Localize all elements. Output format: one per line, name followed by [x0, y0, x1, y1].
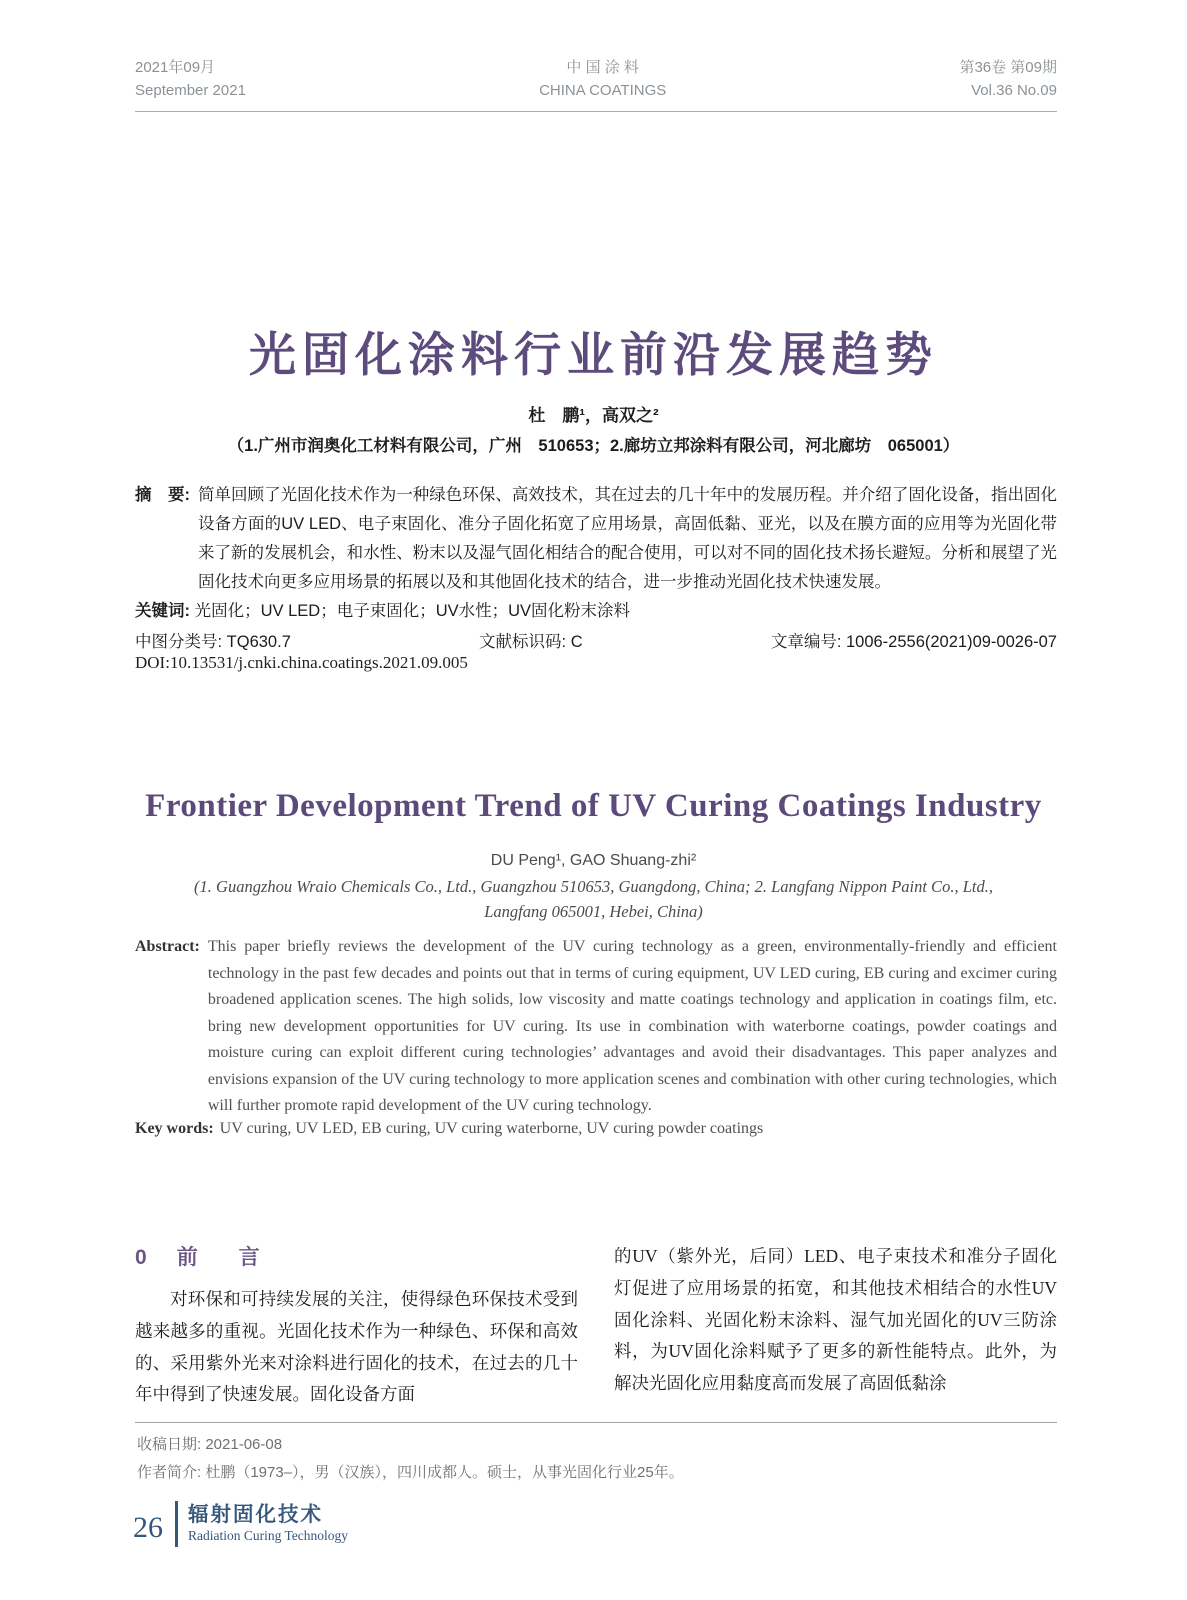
- footnote-divider: [135, 1422, 1057, 1423]
- article-title-en: Frontier Development Trend of UV Curing Coatings Industry: [145, 788, 1042, 824]
- header-issue: [959, 56, 1057, 102]
- footnotes: [137, 1431, 1057, 1487]
- header-journal-name: [539, 56, 666, 102]
- authors-cn: 杜 鹏¹，高双之²: [528, 406, 659, 425]
- intro-paragraph-left: 对环保和可持续发展的关注，使得绿色环保技术受到越来越多的重视。光固化技术作为一种绿色、环保和高效的、采用紫外光来对涂料进行固化的技术，在过去的几十年中得到了快速发展。固化设备方面: [135, 1289, 578, 1405]
- abstract-en-label: Abstract:: [135, 938, 200, 955]
- footer-column-cn: 辐射固化技术: [188, 1503, 323, 1526]
- affiliation-en-line2: Langfang 065001, Hebei, China): [484, 902, 703, 921]
- keywords-cn-text: 光固化；UV LED；电子束固化；UV水性；UV固化粉末涂料: [194, 602, 631, 620]
- section-number: 0: [135, 1246, 147, 1269]
- header-issue-en: Vol.36 No.09: [971, 82, 1057, 99]
- header-divider: [135, 111, 1057, 112]
- document-code: 文献标识码: C: [479, 633, 583, 651]
- author-bio: 作者简介: 杜鹏（1973–），男（汉族），四川成都人。硕士，从事光固化行业25年。: [137, 1464, 684, 1481]
- keywords-en-text: UV curing, UV LED, EB curing, UV curing waterborne, UV curing powder coatings: [219, 1120, 764, 1137]
- keywords-en-label: Key words:: [135, 1120, 214, 1137]
- abstract-cn: [135, 481, 1057, 597]
- clc-number: 中图分类号: TQ630.7: [135, 633, 291, 651]
- authors-en: DU Peng¹, GAO Shuang-zhi²: [490, 852, 697, 869]
- journal-header: [135, 56, 1057, 102]
- abstract-cn-label: 摘 要:: [135, 486, 190, 504]
- footer-column-en: Radiation Curing Technology: [188, 1528, 349, 1543]
- header-date: [135, 56, 246, 102]
- header-date-en: September 2021: [135, 82, 246, 99]
- received-date: 收稿日期: 2021-06-08: [137, 1436, 283, 1453]
- doi: DOI:10.13531/j.cnki.china.coatings.2021.09.005: [135, 653, 468, 672]
- header-issue-cn: 第36卷 第09期: [959, 59, 1057, 76]
- affiliation-cn: （1.广州市润奥化工材料有限公司，广州 510653；2.廊坊立邦涂料有限公司，河北廊坊 065001）: [227, 437, 960, 455]
- body-column-right: [614, 1241, 1057, 1411]
- header-journal-en: CHINA COATINGS: [539, 82, 667, 99]
- abstract-en-text: This paper briefly reviews the development of the UV curing technology as a green, environmentally-friendly and efficient technology in the past few decades and points out that in terms of curing equipment, UV LED curing, EB curing and excimer curing broadened application scenes. The high solids, low viscosity and matte coatings technology and application in coatings film, etc. bring new development opportunities for UV curing. Its use in combination with waterborne coatings, powder coatings and moisture curing can exploit different curing technologies’ advantages and avoid their disadvantages. This paper analyzes and envisions expansion of the UV curing technology to more application scenes and combination with other curing technologies, which will further promote rapid development of the UV curing technology.: [207, 938, 1057, 1114]
- header-journal-cn: 中 国 涂 料: [566, 59, 639, 76]
- keywords-cn-label: 关键词:: [135, 602, 190, 620]
- classification-row: [135, 628, 1057, 652]
- body-columns: [135, 1241, 1057, 1411]
- abstract-cn-text: 简单回顾了光固化技术作为一种绿色环保、高效技术，其在过去的几十年中的发展历程。并介绍了固化设备，指出固化设备方面的UV LED、电子束固化、准分子固化拓宽了应用场景，高固低黏、亚光，以及在膜方面的应用等为光固化带来了新的发展机会，和水性、粉末以及湿气固化相结合的配合使用，可以对不同的固化技术扬长避短。分析和展望了光固化技术向更多应用场景的拓展以及和其他固化技术的结合，进一步推动光固化技术快速发展。: [198, 486, 1057, 591]
- page-footer: [133, 1501, 348, 1547]
- affiliation-en-line1: (1. Guangzhou Wraio Chemicals Co., Ltd., Guangzhou 510653, Guangdong, China; 2. Langfang Nippon Paint Co., Ltd.,: [194, 877, 993, 896]
- header-date-cn: 2021年09月: [135, 59, 216, 76]
- article-id: 文章编号: 1006-2556(2021)09-0026-07: [770, 633, 1057, 651]
- body-column-left: [135, 1241, 578, 1411]
- footer-column-name: [188, 1503, 348, 1545]
- intro-paragraph-right: 的UV（紫外光，后同）LED、电子束技术和准分子固化灯促进了应用场景的拓宽，和其他技术相结合的水性UV固化涂料、光固化粉末涂料、湿气加光固化的UV三防涂料，为UV固化涂料赋予了更多的新性能特点。此外，为解决光固化应用黏度高而发展了高固低黏涂: [614, 1246, 1057, 1394]
- section-heading-intro: [135, 1241, 578, 1271]
- section-title: 前 言: [176, 1246, 270, 1269]
- page-number: 26: [133, 1511, 163, 1544]
- article-title-cn: 光固化涂料行业前沿发展趋势: [249, 328, 938, 381]
- keywords-en: [135, 1120, 1057, 1138]
- keywords-cn: [135, 597, 1057, 621]
- footer-divider-bar: [175, 1501, 178, 1547]
- abstract-en: [135, 934, 1057, 1120]
